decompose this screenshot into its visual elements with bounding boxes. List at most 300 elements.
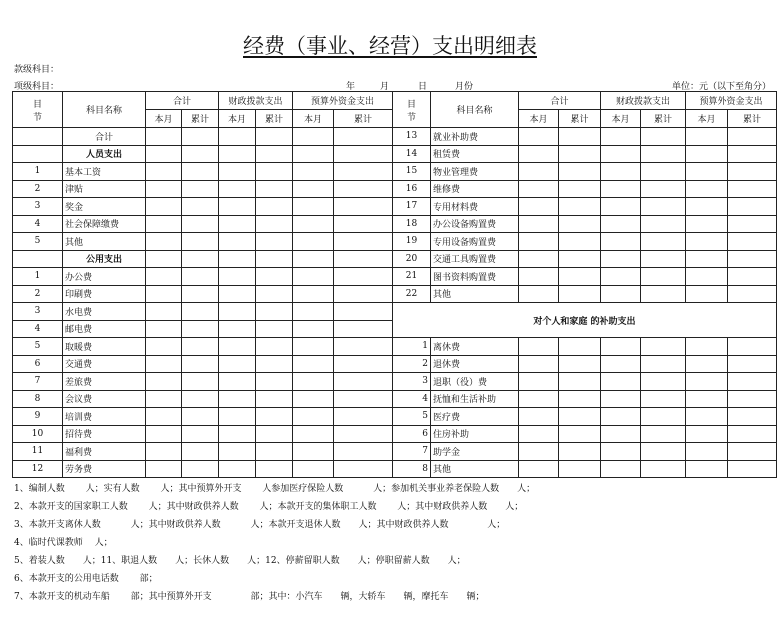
amount-cell[interactable]: [256, 408, 293, 426]
row-number: [13, 250, 63, 268]
amount-cell[interactable]: [601, 285, 641, 303]
amount-cell[interactable]: [293, 460, 334, 478]
row-name: 取暖费: [63, 338, 146, 356]
amount-cell[interactable]: [146, 460, 182, 478]
amount-cell[interactable]: [256, 443, 293, 461]
row-name: 其他: [63, 233, 146, 251]
amount-cell[interactable]: [728, 443, 777, 461]
amount-cell[interactable]: [219, 163, 256, 181]
amount-cell[interactable]: [182, 163, 219, 181]
amount-cell[interactable]: [559, 215, 601, 233]
amount-cell[interactable]: [256, 268, 293, 286]
amount-cell[interactable]: [146, 390, 182, 408]
amount-cell[interactable]: [146, 320, 182, 338]
amount-cell[interactable]: [182, 268, 219, 286]
amount-cell[interactable]: [559, 163, 601, 181]
amount-cell[interactable]: [182, 373, 219, 391]
row-name-merged: 对个人和家庭 的补助支出: [393, 303, 777, 338]
note-line: 7、本款开支的机动车船 部；其中预算外开支 部；其中：小汽车 辆，大轿车 辆，摩托车 辆；: [14, 592, 485, 602]
amount-cell[interactable]: [728, 145, 777, 163]
amount-cell[interactable]: [219, 425, 256, 443]
amount-cell[interactable]: [686, 390, 728, 408]
amount-cell[interactable]: [686, 180, 728, 198]
amount-cell[interactable]: [559, 180, 601, 198]
amount-cell[interactable]: [686, 145, 728, 163]
amount-cell[interactable]: [519, 233, 559, 251]
amount-cell[interactable]: [219, 390, 256, 408]
amount-cell[interactable]: [519, 198, 559, 216]
table-row: [13, 268, 777, 286]
amount-cell[interactable]: [146, 338, 182, 356]
amount-cell[interactable]: [219, 268, 256, 286]
amount-cell[interactable]: [686, 373, 728, 391]
amount-cell[interactable]: [182, 355, 219, 373]
amount-cell[interactable]: [182, 285, 219, 303]
amount-cell[interactable]: [686, 338, 728, 356]
amount-cell[interactable]: [559, 268, 601, 286]
amount-cell[interactable]: [641, 460, 686, 478]
amount-cell[interactable]: [219, 250, 256, 268]
row-name: 助学金: [431, 443, 519, 461]
amount-cell[interactable]: [601, 460, 641, 478]
row-number: 2: [13, 285, 63, 303]
row-name: 退休费: [431, 355, 519, 373]
amount-cell[interactable]: [219, 198, 256, 216]
amount-cell[interactable]: [686, 163, 728, 181]
amount-cell[interactable]: [256, 425, 293, 443]
amount-cell[interactable]: [293, 303, 334, 321]
amount-cell[interactable]: [182, 198, 219, 216]
amount-cell[interactable]: [601, 163, 641, 181]
amount-cell[interactable]: [641, 233, 686, 251]
amount-cell[interactable]: [686, 425, 728, 443]
amount-cell[interactable]: [641, 180, 686, 198]
amount-cell[interactable]: [334, 215, 393, 233]
amount-cell[interactable]: [519, 250, 559, 268]
col-header-cum: 累计: [334, 110, 393, 128]
amount-cell[interactable]: [519, 373, 559, 391]
amount-cell[interactable]: [519, 443, 559, 461]
amount-cell[interactable]: [728, 268, 777, 286]
amount-cell[interactable]: [146, 425, 182, 443]
amount-cell[interactable]: [519, 460, 559, 478]
amount-cell[interactable]: [641, 285, 686, 303]
amount-cell[interactable]: [334, 180, 393, 198]
amount-cell[interactable]: [256, 338, 293, 356]
amount-cell[interactable]: [641, 163, 686, 181]
table-row: [13, 233, 777, 251]
amount-cell[interactable]: [182, 338, 219, 356]
amount-cell[interactable]: [559, 390, 601, 408]
amount-cell[interactable]: [559, 285, 601, 303]
table-row: [13, 215, 777, 233]
amount-cell[interactable]: [334, 390, 393, 408]
amount-cell[interactable]: [219, 320, 256, 338]
row-number: 15: [393, 163, 431, 181]
amount-cell[interactable]: [728, 460, 777, 478]
row-number: 11: [13, 443, 63, 461]
period-label: 月份: [455, 82, 474, 92]
month-label: 月: [380, 82, 390, 92]
row-name: 合计: [63, 128, 146, 146]
day-label: 日: [418, 82, 428, 92]
amount-cell[interactable]: [219, 285, 256, 303]
amount-cell[interactable]: [641, 250, 686, 268]
amount-cell[interactable]: [601, 198, 641, 216]
amount-cell[interactable]: [641, 390, 686, 408]
amount-cell[interactable]: [219, 355, 256, 373]
kuan-label: 款级科目：: [14, 65, 60, 75]
amount-cell[interactable]: [182, 408, 219, 426]
amount-cell[interactable]: [219, 443, 256, 461]
amount-cell[interactable]: [601, 390, 641, 408]
amount-cell[interactable]: [641, 355, 686, 373]
amount-cell[interactable]: [728, 250, 777, 268]
amount-cell[interactable]: [728, 180, 777, 198]
amount-cell[interactable]: [219, 373, 256, 391]
row-name: 公用支出: [63, 250, 146, 268]
amount-cell[interactable]: [559, 460, 601, 478]
amount-cell[interactable]: [728, 373, 777, 391]
amount-cell[interactable]: [601, 338, 641, 356]
col-header-cum: 累计: [256, 110, 293, 128]
row-number: 14: [393, 145, 431, 163]
col-header-fiscal: 财政拨款支出: [601, 92, 686, 110]
amount-cell[interactable]: [728, 390, 777, 408]
amount-cell[interactable]: [146, 373, 182, 391]
amount-cell[interactable]: [601, 233, 641, 251]
amount-cell[interactable]: [519, 268, 559, 286]
amount-cell[interactable]: [293, 250, 334, 268]
amount-cell[interactable]: [219, 460, 256, 478]
amount-cell[interactable]: [146, 180, 182, 198]
note-line: 3、本款开支离休人数 人；其中财政供养人数 人；本款开支退休人数 人；其中财政供养人数 人；: [14, 520, 506, 530]
amount-cell[interactable]: [256, 303, 293, 321]
amount-cell[interactable]: [219, 303, 256, 321]
amount-cell[interactable]: [256, 460, 293, 478]
amount-cell[interactable]: [256, 373, 293, 391]
row-name: 图书资料购置费: [431, 268, 519, 286]
amount-cell[interactable]: [519, 163, 559, 181]
row-number: 9: [13, 408, 63, 426]
amount-cell[interactable]: [182, 180, 219, 198]
amount-cell[interactable]: [146, 355, 182, 373]
amount-cell[interactable]: [293, 145, 334, 163]
amount-cell[interactable]: [728, 355, 777, 373]
amount-cell[interactable]: [219, 180, 256, 198]
col-header-month: 本月: [686, 110, 728, 128]
amount-cell[interactable]: [728, 128, 777, 146]
amount-cell[interactable]: [182, 303, 219, 321]
amount-cell[interactable]: [519, 215, 559, 233]
amount-cell[interactable]: [256, 215, 293, 233]
year-label: 年: [346, 82, 356, 92]
amount-cell[interactable]: [219, 408, 256, 426]
amount-cell[interactable]: [219, 233, 256, 251]
amount-cell[interactable]: [686, 460, 728, 478]
amount-cell[interactable]: [146, 250, 182, 268]
amount-cell[interactable]: [219, 215, 256, 233]
row-number: 2: [13, 180, 63, 198]
note-line: 5、着装人数 人；11、职退人数 人；长休人数 人；12、停薪留职人数 人；停职留薪人数 人；: [14, 556, 466, 566]
amount-cell[interactable]: [182, 233, 219, 251]
amount-cell[interactable]: [728, 198, 777, 216]
row-number: 13: [393, 128, 431, 146]
amount-cell[interactable]: [728, 285, 777, 303]
amount-cell[interactable]: [686, 250, 728, 268]
amount-cell[interactable]: [559, 198, 601, 216]
amount-cell[interactable]: [334, 320, 393, 338]
amount-cell[interactable]: [182, 128, 219, 146]
amount-cell[interactable]: [601, 180, 641, 198]
col-header-extra: 预算外资金支出: [293, 92, 393, 110]
amount-cell[interactable]: [293, 443, 334, 461]
row-name: 医疗费: [431, 408, 519, 426]
amount-cell[interactable]: [559, 145, 601, 163]
row-name: 办公费: [63, 268, 146, 286]
amount-cell[interactable]: [728, 408, 777, 426]
amount-cell[interactable]: [219, 338, 256, 356]
row-number: 19: [393, 233, 431, 251]
row-number: 18: [393, 215, 431, 233]
amount-cell[interactable]: [293, 408, 334, 426]
amount-cell[interactable]: [519, 145, 559, 163]
amount-cell[interactable]: [686, 408, 728, 426]
amount-cell[interactable]: [256, 163, 293, 181]
amount-cell[interactable]: [641, 373, 686, 391]
row-name: 交通费: [63, 355, 146, 373]
row-number: 10: [13, 425, 63, 443]
amount-cell[interactable]: [146, 285, 182, 303]
amount-cell[interactable]: [334, 443, 393, 461]
row-name: 水电费: [63, 303, 146, 321]
row-number: 22: [393, 285, 431, 303]
amount-cell[interactable]: [641, 268, 686, 286]
amount-cell[interactable]: [293, 373, 334, 391]
amount-cell[interactable]: [559, 443, 601, 461]
table-row: [13, 443, 777, 461]
amount-cell[interactable]: [686, 285, 728, 303]
amount-cell[interactable]: [519, 408, 559, 426]
amount-cell[interactable]: [334, 408, 393, 426]
amount-cell[interactable]: [182, 215, 219, 233]
amount-cell[interactable]: [601, 215, 641, 233]
amount-cell[interactable]: [293, 355, 334, 373]
amount-cell[interactable]: [146, 408, 182, 426]
amount-cell[interactable]: [728, 425, 777, 443]
amount-cell[interactable]: [256, 355, 293, 373]
amount-cell[interactable]: [334, 250, 393, 268]
row-number: 7: [393, 443, 431, 461]
amount-cell[interactable]: [686, 268, 728, 286]
amount-cell[interactable]: [334, 460, 393, 478]
row-name: 租赁费: [431, 145, 519, 163]
amount-cell[interactable]: [256, 128, 293, 146]
amount-cell[interactable]: [686, 128, 728, 146]
amount-cell[interactable]: [686, 355, 728, 373]
amount-cell[interactable]: [334, 163, 393, 181]
amount-cell[interactable]: [519, 338, 559, 356]
row-number: 20: [393, 250, 431, 268]
amount-cell[interactable]: [146, 215, 182, 233]
amount-cell[interactable]: [728, 233, 777, 251]
amount-cell[interactable]: [182, 250, 219, 268]
amount-cell[interactable]: [256, 285, 293, 303]
amount-cell[interactable]: [219, 145, 256, 163]
amount-cell[interactable]: [559, 373, 601, 391]
amount-cell[interactable]: [559, 250, 601, 268]
table-row: [13, 408, 777, 426]
row-number: 5: [13, 338, 63, 356]
table-row: [13, 425, 777, 443]
amount-cell[interactable]: [256, 233, 293, 251]
amount-cell[interactable]: [641, 338, 686, 356]
row-name: 抚恤和生活补助: [431, 390, 519, 408]
row-number: 3: [13, 198, 63, 216]
amount-cell[interactable]: [601, 443, 641, 461]
table-row: [13, 145, 777, 163]
amount-cell[interactable]: [293, 215, 334, 233]
col-header-total: 合计: [519, 92, 601, 110]
amount-cell[interactable]: [293, 163, 334, 181]
amount-cell[interactable]: [293, 320, 334, 338]
amount-cell[interactable]: [256, 390, 293, 408]
amount-cell[interactable]: [146, 303, 182, 321]
table-row: [13, 250, 777, 268]
amount-cell[interactable]: [334, 268, 393, 286]
amount-cell[interactable]: [293, 128, 334, 146]
amount-cell[interactable]: [601, 128, 641, 146]
amount-cell[interactable]: [146, 443, 182, 461]
amount-cell[interactable]: [182, 460, 219, 478]
amount-cell[interactable]: [334, 355, 393, 373]
row-name: 邮电费: [63, 320, 146, 338]
row-name: 办公设备购置费: [431, 215, 519, 233]
amount-cell[interactable]: [601, 250, 641, 268]
amount-cell[interactable]: [601, 408, 641, 426]
row-number: 2: [393, 355, 431, 373]
amount-cell[interactable]: [256, 320, 293, 338]
amount-cell[interactable]: [728, 163, 777, 181]
table-row: [13, 355, 777, 373]
amount-cell[interactable]: [256, 180, 293, 198]
amount-cell[interactable]: [146, 145, 182, 163]
amount-cell[interactable]: [334, 128, 393, 146]
amount-cell[interactable]: [519, 180, 559, 198]
amount-cell[interactable]: [601, 373, 641, 391]
amount-cell[interactable]: [641, 425, 686, 443]
amount-cell[interactable]: [559, 338, 601, 356]
amount-cell[interactable]: [146, 233, 182, 251]
amount-cell[interactable]: [559, 408, 601, 426]
row-number: 8: [13, 390, 63, 408]
amount-cell[interactable]: [182, 390, 219, 408]
amount-cell[interactable]: [334, 338, 393, 356]
amount-cell[interactable]: [334, 425, 393, 443]
row-number: 7: [13, 373, 63, 391]
amount-cell[interactable]: [601, 268, 641, 286]
amount-cell[interactable]: [519, 355, 559, 373]
amount-cell[interactable]: [334, 285, 393, 303]
amount-cell[interactable]: [559, 355, 601, 373]
amount-cell[interactable]: [182, 443, 219, 461]
amount-cell[interactable]: [559, 425, 601, 443]
amount-cell[interactable]: [293, 180, 334, 198]
amount-cell[interactable]: [559, 233, 601, 251]
row-number: 3: [393, 373, 431, 391]
xiang-label: 项级科目：: [14, 82, 60, 92]
amount-cell[interactable]: [519, 425, 559, 443]
amount-cell[interactable]: [293, 285, 334, 303]
row-name: 退职（役）费: [431, 373, 519, 391]
amount-cell[interactable]: [641, 443, 686, 461]
amount-cell[interactable]: [146, 198, 182, 216]
amount-cell[interactable]: [146, 163, 182, 181]
amount-cell[interactable]: [641, 408, 686, 426]
col-header-cum: 累计: [182, 110, 219, 128]
amount-cell[interactable]: [519, 390, 559, 408]
amount-cell[interactable]: [728, 215, 777, 233]
amount-cell[interactable]: [334, 303, 393, 321]
row-name: 津贴: [63, 180, 146, 198]
amount-cell[interactable]: [256, 198, 293, 216]
amount-cell[interactable]: [293, 198, 334, 216]
row-name: 物业管理费: [431, 163, 519, 181]
amount-cell[interactable]: [641, 215, 686, 233]
amount-cell[interactable]: [559, 128, 601, 146]
amount-cell[interactable]: [256, 250, 293, 268]
amount-cell[interactable]: [686, 443, 728, 461]
amount-cell[interactable]: [256, 145, 293, 163]
amount-cell[interactable]: [686, 198, 728, 216]
amount-cell[interactable]: [293, 390, 334, 408]
row-name: 专用设备购置费: [431, 233, 519, 251]
amount-cell[interactable]: [519, 128, 559, 146]
amount-cell[interactable]: [519, 285, 559, 303]
amount-cell[interactable]: [601, 425, 641, 443]
amount-cell[interactable]: [293, 425, 334, 443]
amount-cell[interactable]: [641, 128, 686, 146]
amount-cell[interactable]: [146, 128, 182, 146]
amount-cell[interactable]: [293, 268, 334, 286]
amount-cell[interactable]: [334, 198, 393, 216]
amount-cell[interactable]: [334, 145, 393, 163]
amount-cell[interactable]: [601, 145, 641, 163]
amount-cell[interactable]: [182, 320, 219, 338]
amount-cell[interactable]: [601, 355, 641, 373]
row-name: 其他: [431, 460, 519, 478]
note-line: 1、编制人数 人；实有人数 人；其中预算外开支 人参加医疗保险人数 人；参加机关事业养老保险人数 人；: [14, 484, 536, 494]
row-name: 培训费: [63, 408, 146, 426]
amount-cell[interactable]: [334, 373, 393, 391]
amount-cell[interactable]: [641, 198, 686, 216]
amount-cell[interactable]: [219, 128, 256, 146]
amount-cell[interactable]: [686, 233, 728, 251]
amount-cell[interactable]: [728, 338, 777, 356]
amount-cell[interactable]: [182, 425, 219, 443]
amount-cell[interactable]: [334, 233, 393, 251]
amount-cell[interactable]: [146, 268, 182, 286]
row-name: 奖金: [63, 198, 146, 216]
amount-cell[interactable]: [182, 145, 219, 163]
note-line: 6、本款开支的公用电话数 部；: [14, 574, 158, 584]
amount-cell[interactable]: [641, 145, 686, 163]
amount-cell[interactable]: [293, 233, 334, 251]
amount-cell[interactable]: [686, 215, 728, 233]
amount-cell[interactable]: [293, 338, 334, 356]
unit-label: 单位：元（以下至角分）: [672, 82, 772, 92]
row-number: 6: [393, 425, 431, 443]
